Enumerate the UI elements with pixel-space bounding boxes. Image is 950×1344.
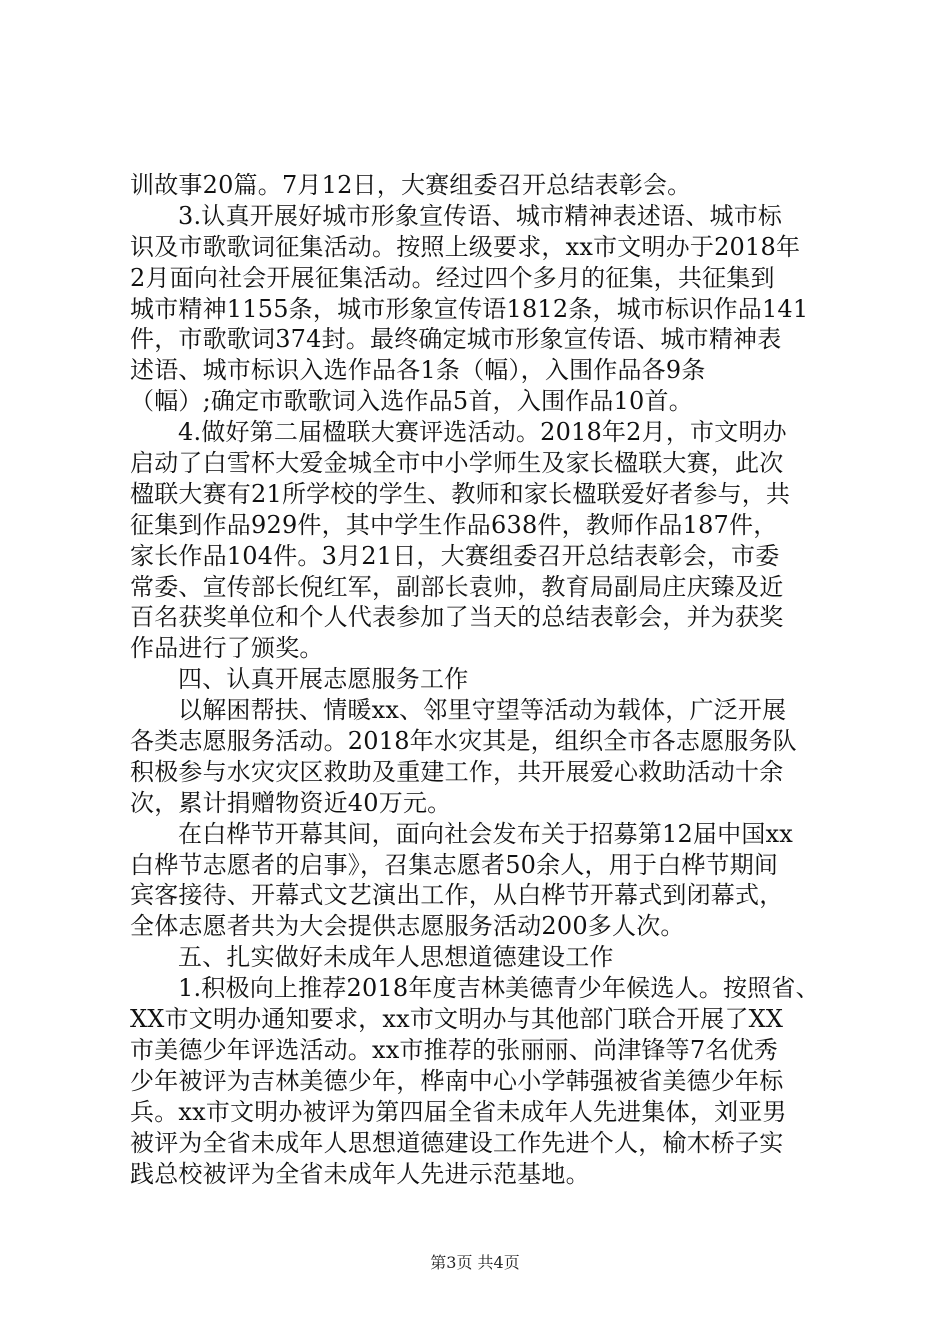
- text-line: 以解困帮扶、情暖xx、邻里守望等活动为载体，广泛开展: [178, 696, 787, 725]
- text-line: 2月面向社会开展征集活动。经过四个多月的征集，共征集到: [130, 263, 775, 292]
- text-line: 被评为全省未成年人思想道德建设工作先进个人，榆木桥子实: [130, 1128, 784, 1157]
- text-line: XX市文明办通知要求，xx市文明办与其他部门联合开展了XX: [130, 1005, 784, 1034]
- text-line: 征集到作品929件，其中学生作品638件，教师作品187件，: [130, 510, 778, 539]
- text-line: 四、认真开展志愿服务工作: [178, 665, 469, 694]
- text-line: 述语、城市标识入选作品各1条（幅），入围作品各9条: [130, 356, 706, 385]
- text-line: 积极参与水灾灾区救助及重建工作，共开展爱心救助活动十余: [130, 757, 784, 786]
- text-line: 件，市歌歌词374封。最终确定城市形象宣传语、城市精神表: [130, 325, 782, 354]
- text-line: 识及市歌歌词征集活动。按照上级要求，xx市文明办于2018年: [130, 232, 801, 261]
- text-line: 宾客接待、开幕式文艺演出工作，从白桦节开幕式到闭幕式，: [130, 881, 784, 910]
- text-line: 白桦节志愿者的启事》，召集志愿者50余人，用于白桦节期间: [130, 850, 779, 879]
- page-footer: 第3页 共4页: [430, 1253, 520, 1272]
- text-line: 市美德少年评选活动。xx市推荐的张丽丽、尚津锋等7名优秀: [130, 1035, 778, 1064]
- document-body: [130, 170, 830, 1189]
- text-line: 各类志愿服务活动。2018年水灾其是，组织全市各志愿服务队: [130, 727, 797, 756]
- text-line: 全体志愿者共为大会提供志愿服务活动200多人次。: [130, 912, 685, 941]
- text-line: 家长作品104件。3月21日，大赛组委召开总结表彰会，市委: [130, 541, 780, 570]
- text-line: 1.积极向上推荐2018年度吉林美德青少年候选人。按照省、: [178, 974, 820, 1003]
- text-line: 常委、宣传部长倪红军，副部长袁帅，教育局副局庄庆臻及近: [130, 572, 784, 601]
- text-line: 楹联大赛有21所学校的学生、教师和家长楹联爱好者参与，共: [130, 479, 791, 508]
- text-line: 4.做好第二届楹联大赛评选活动。2018年2月，市文明办: [178, 418, 787, 447]
- text-line: 3.认真开展好城市形象宣传语、城市精神表述语、城市标: [178, 201, 783, 230]
- text-line: 百名获奖单位和个人代表参加了当天的总结表彰会，并为获奖: [130, 603, 784, 632]
- text-line: 次，累计捐赠物资近40万元。: [130, 788, 452, 817]
- text-line: 训故事20篇。7月12日，大赛组委召开总结表彰会。: [130, 171, 692, 199]
- text-line: 践总校被评为全省未成年人先进示范基地。: [130, 1159, 590, 1188]
- text-line: 兵。xx市文明办被评为第四届全省未成年人先进集体，刘亚男: [130, 1097, 787, 1126]
- text-line: 作品进行了颁奖。: [130, 634, 324, 663]
- text-line: 启动了白雪杯大爱金城全市中小学师生及家长楹联大赛，此次: [130, 449, 784, 478]
- text-line: 城市精神1155条，城市形象宣传语1812条，城市标识作品141: [130, 294, 809, 323]
- text-line: 在白桦节开幕其间，面向社会发布关于招募第12届中国xx: [178, 819, 794, 848]
- text-line: 五、扎实做好未成年人思想道德建设工作: [178, 943, 614, 972]
- text-line: （幅）;确定市歌歌词入选作品5首，入围作品10首。: [130, 387, 693, 416]
- text-line: 少年被评为吉林美德少年，桦南中心小学韩强被省美德少年标: [130, 1066, 784, 1095]
